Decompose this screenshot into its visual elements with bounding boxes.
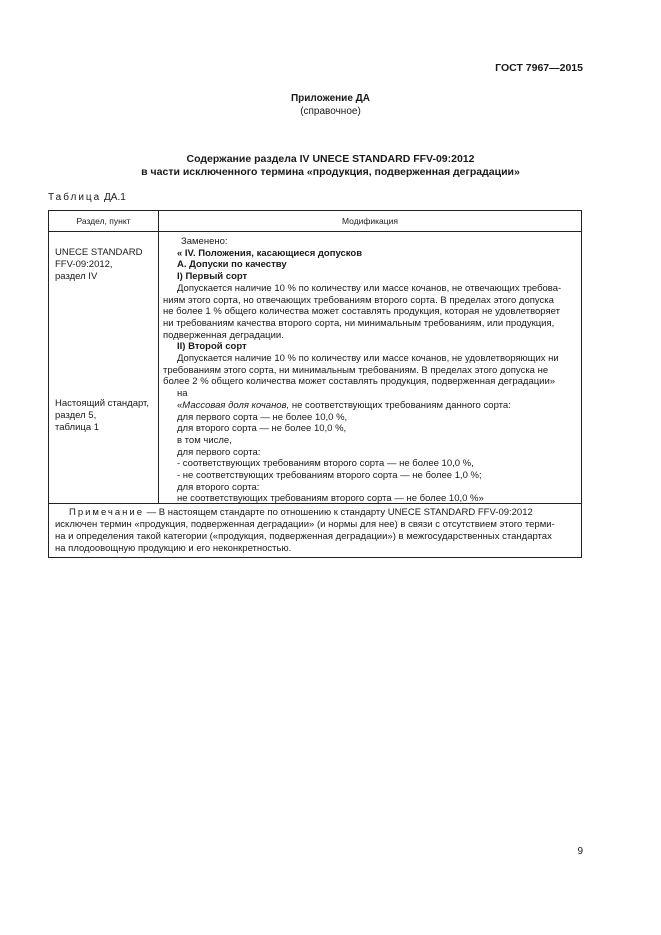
row-left-unece <box>55 247 157 283</box>
table-header <box>49 211 581 232</box>
row-left-line: раздел 5, <box>55 410 97 421</box>
grade2-title: II) Второй сорт <box>177 341 247 353</box>
document-title-line1: Содержание раздела IV UNECE STANDARD FFV-09:2012 <box>186 153 475 165</box>
column-header-modification: Модификация <box>341 216 399 226</box>
row-left-line: UNECE STANDARD <box>55 247 143 258</box>
annex-subtitle: (справочное) <box>300 106 361 117</box>
text-line: для второго сорта — не более 10,0 %, <box>177 423 347 435</box>
row-left-line: Настоящий стандарт, <box>55 398 149 409</box>
subsection-a: А. Допуски по качеству <box>177 259 287 271</box>
mass-italic: Массовая доля кочанов, <box>182 399 290 411</box>
text-line: требованиям этого сорта, ни минимальным требованиям. В пределах этого допуска не <box>163 364 549 376</box>
row-left-line: таблица 1 <box>55 422 100 433</box>
annex-title: Приложение ДА <box>290 93 371 104</box>
mass-fraction-line <box>163 400 577 412</box>
note-line: на плодоовощную продукцию и его неконкретностью. <box>55 543 292 554</box>
text-line: - не соответствующих требованиям второго сорта — не более 1,0 %; <box>177 470 482 482</box>
replaced-label: Заменено: <box>181 236 228 247</box>
text-line: Допускается наличие 10 % по количеству или массе кочанов, не отвечающих требова- <box>177 282 562 294</box>
note-line: исключен термин «продукция, подверженная деградации» (и нормы для нее) в связи с отсутствием этого терми- <box>55 519 555 530</box>
mass-rest: не соответствующих требованиям данного сорта: <box>289 399 511 411</box>
section-heading: « IV. Положения, касающиеся допусков <box>177 247 363 259</box>
text-line: подверженная деградации. <box>163 329 284 341</box>
text-line: для второго сорта: <box>177 481 260 493</box>
text-line: ниям этого сорта, но отвечающих требованиям второго сорта. В пределах этого допуска <box>163 294 554 306</box>
text-line: для первого сорта: <box>177 446 261 458</box>
note-text: — В настоящем стандарте по отношению к стандарту UNECE STANDARD FFV-09:2012 <box>144 507 533 518</box>
text-line: для первого сорта — не более 10,0 %, <box>177 411 348 423</box>
column-divider <box>158 211 159 503</box>
text-line: более 2 % общего количества может составлять продукция, подверженная деградации» <box>163 376 556 388</box>
row-left-this-standard <box>55 398 157 434</box>
text-line: в том числе, <box>177 434 232 446</box>
text-line: ни требованиям качества второго сорта, ни минимальным требованиям, или продукция, <box>163 317 555 329</box>
document-title-line2: в части исключенного термина «продукция, подверженная деградации» <box>141 166 520 178</box>
table-caption-number: ДА.1 <box>104 192 126 203</box>
row-left-line: FFV-09:2012, <box>55 259 113 270</box>
note-divider <box>49 503 581 504</box>
document-title <box>0 153 661 179</box>
page-number: 9 <box>577 846 583 857</box>
table-caption <box>48 192 126 203</box>
modification-table <box>48 210 582 558</box>
text-line: не соответствующих требованиям второго сорта — не более 10,0 %» <box>177 493 484 505</box>
column-header-section: Раздел, пункт <box>76 216 131 226</box>
note-label: Примечание <box>69 507 144 518</box>
note-line <box>55 507 575 519</box>
text-line: Допускается наличие 10 % по количеству или массе кочанов, не удовлетворяющих ни <box>177 353 559 365</box>
note-line: на и определения такой категории («продукция, подверженная деградации») в межгосударственных стандартах <box>55 531 552 542</box>
grade1-title: I) Первый сорт <box>177 271 248 283</box>
modification-content <box>163 236 577 505</box>
standard-number: ГОСТ 7967—2015 <box>495 62 583 74</box>
table-caption-label: Таблица <box>48 192 102 203</box>
row-left-line: раздел IV <box>55 271 98 282</box>
on-word: на <box>177 388 188 400</box>
text-line: - соответствующих требованиям второго сорта — не более 10,0 %, <box>177 458 474 470</box>
annex-heading <box>0 92 661 118</box>
text-line: не более 1 % общего количества может составлять продукция, которая не удовлетворяет <box>163 306 560 318</box>
mass-prefix: « <box>177 399 183 411</box>
table-note <box>55 507 575 555</box>
